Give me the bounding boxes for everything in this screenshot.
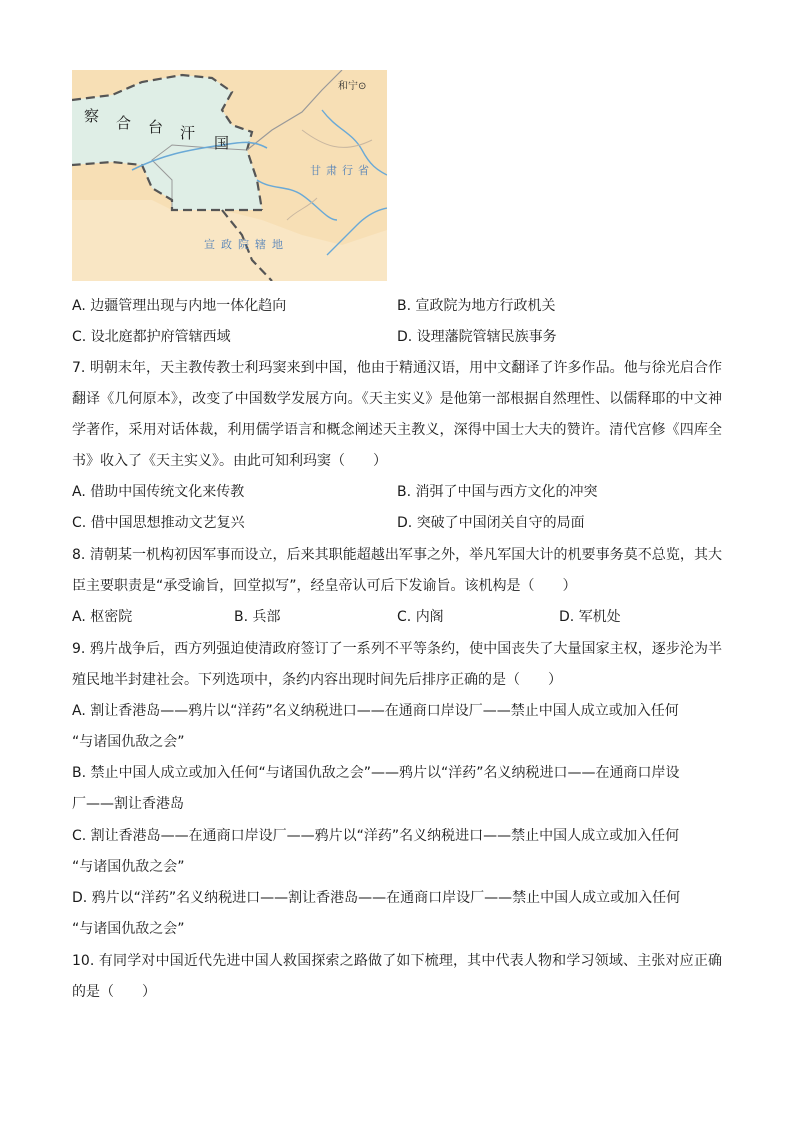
q9-option-b-line-1[interactable]: B. 禁止中国人成立或加入任何“与诸国仇敌之会”——鸦片以“洋药”名义纳税进口——在通商口岸设 [72, 765, 680, 781]
q7-option-b[interactable]: B. 消弭了中国与西方文化的冲突 [397, 484, 598, 500]
q9-option-c-line-2[interactable]: “与诸国仇敌之会” [72, 859, 185, 875]
map-label-gansu: 甘肃行省 [310, 164, 374, 177]
q9-option-a-line-2[interactable]: “与诸国仇敌之会” [72, 734, 185, 750]
q8-option-a[interactable]: A. 枢密院 [72, 609, 133, 625]
q9-stem-line-2: 殖民地半封建社会。下列选项中，条约内容出现时间先后排序正确的是（ ） [72, 672, 562, 688]
q7-stem-line-4: 书》收入了《天主实义》。由此可知利玛窦（ ） [72, 453, 387, 469]
q7-stem-line-3: 学著作，采用对话体裁，利用儒学语言和概念阐述天主教义，深得中国士大夫的赞许。清代宫修《四库全 [72, 422, 722, 438]
map-label-khanate-4: 汗 [180, 124, 196, 142]
q7-option-a[interactable]: A. 借助中国传统文化来传教 [72, 484, 245, 500]
q8-stem-line-2: 臣主要职责是“承受谕旨，回堂拟写”，经皇帝认可后下发谕旨。该机构是（ ） [72, 578, 577, 594]
q6-option-a[interactable]: A. 边疆管理出现与内地一体化趋向 [72, 298, 287, 314]
map-label-khanate-2: 合 [116, 114, 132, 132]
q10-stem-line-2: 的是（ ） [72, 984, 156, 1000]
q9-option-c-line-1[interactable]: C. 割让香港岛——在通商口岸设厂——鸦片以“洋药”名义纳税进口——禁止中国人成立或加入任何 [72, 828, 680, 844]
q8-option-c[interactable]: C. 内阁 [397, 609, 444, 625]
map-label-xuanzheng: 宣政院辖地 [204, 238, 289, 251]
q8-option-d[interactable]: D. 军机处 [559, 609, 621, 625]
q6-option-b[interactable]: B. 宣政院为地方行政机关 [397, 298, 556, 314]
q6-option-c[interactable]: C. 设北庭都护府管辖西域 [72, 329, 231, 345]
q9-option-d-line-1[interactable]: D. 鸦片以“洋药”名义纳税进口——割让香港岛——在通商口岸设厂——禁止中国人成立或加入任何 [72, 890, 681, 906]
q7-option-d[interactable]: D. 突破了中国闭关自守的局面 [397, 515, 585, 531]
q8-option-b[interactable]: B. 兵部 [234, 609, 281, 625]
map-label-khanate-1: 察 [84, 107, 100, 125]
q9-option-b-line-2[interactable]: 厂——割让香港岛 [72, 796, 184, 812]
q8-stem-line-1: 8. 清朝某一机构初因军事而设立，后来其职能超越出军事之外，举凡军国大计的机要事务莫不总览，其大 [72, 547, 722, 563]
q9-option-d-line-2[interactable]: “与诸国仇敌之会” [72, 921, 185, 937]
q9-option-a-line-1[interactable]: A. 割让香港岛——鸦片以“洋药”名义纳税进口——在通商口岸设厂——禁止中国人成立或加入任何 [72, 703, 679, 719]
q7-stem-line-1: 7. 明朝末年，天主教传教士利玛窦来到中国，他由于精通汉语，用中文翻译了许多作品。他与徐光启合作 [72, 360, 722, 376]
q7-option-c[interactable]: C. 借中国思想推动文艺复兴 [72, 515, 245, 531]
q10-stem-line-1: 10. 有同学对中国近代先进中国人救国探索之路做了如下梳理，其中代表人物和学习领域、主张对应正确 [72, 953, 722, 969]
map-figure [72, 70, 387, 281]
q9-stem-line-1: 9. 鸦片战争后，西方列强迫使清政府签订了一系列不平等条约，使中国丧失了大量国家主权，逐步沦为半 [72, 641, 722, 657]
q6-option-d[interactable]: D. 设理藩院管辖民族事务 [397, 329, 557, 345]
map-label-khanate-3: 台 [148, 118, 164, 136]
map-svg [72, 70, 387, 281]
map-label-hening: 和宁⊙ [338, 81, 367, 92]
q7-stem-line-2: 翻译《几何原本》，改变了中国数学发展方向。《天主实义》是他第一部根据自然理性、以儒释耶的中文神 [72, 391, 722, 407]
map-label-khanate-5: 国 [214, 134, 230, 152]
